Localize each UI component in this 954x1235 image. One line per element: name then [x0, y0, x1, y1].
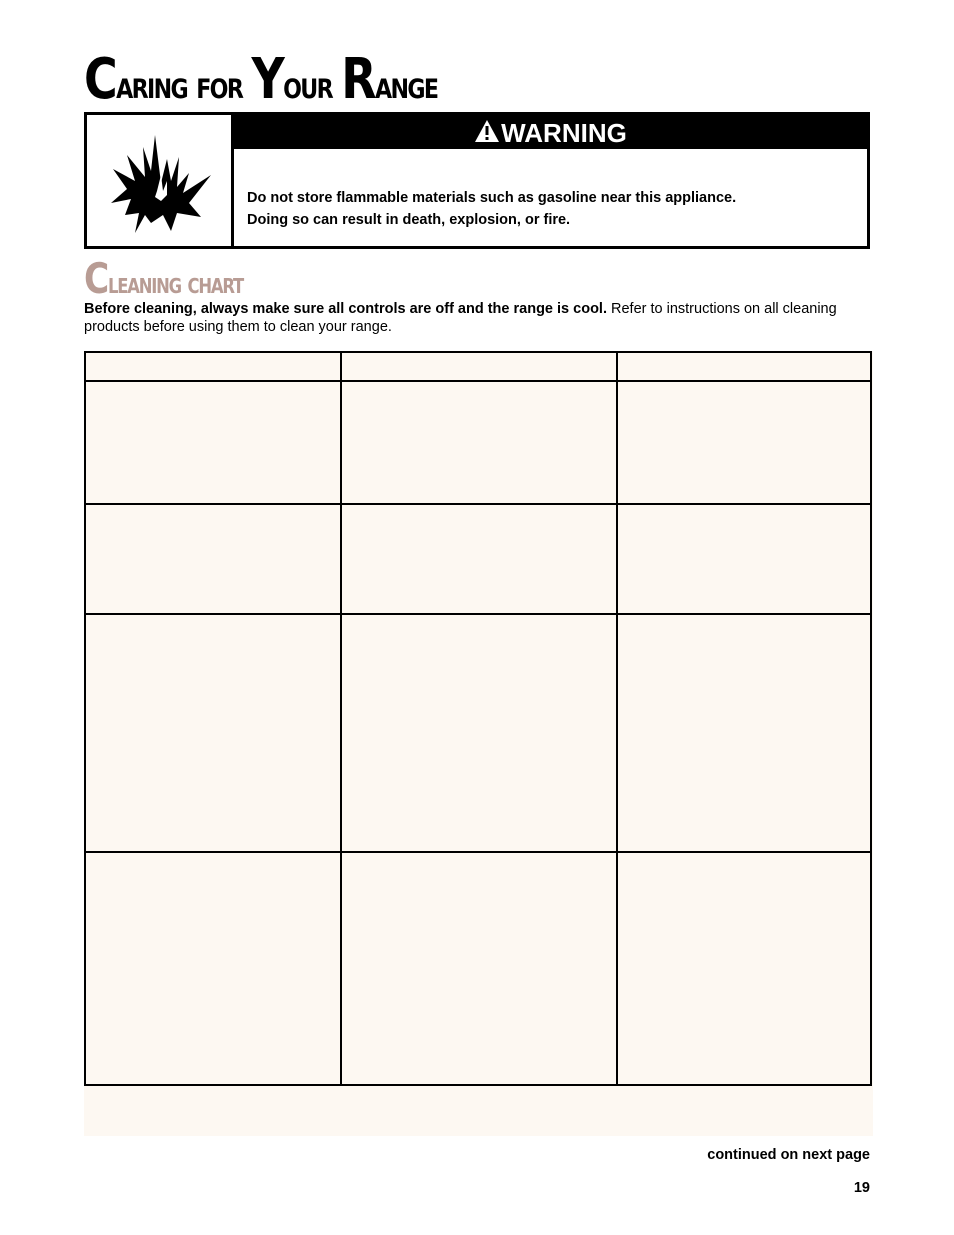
page-title: Caring for Your Range: [84, 47, 438, 112]
table-cell: [617, 852, 871, 1085]
table-cell: [85, 614, 341, 852]
table-row: [85, 614, 871, 852]
table-cell: [85, 852, 341, 1085]
explosion-icon: [105, 131, 215, 239]
table-header-row: [85, 352, 871, 381]
page-number: 19: [853, 1180, 870, 1196]
table-cell: [617, 504, 871, 614]
table-row: [85, 852, 871, 1085]
table-row: [85, 381, 871, 504]
table-cell: [85, 504, 341, 614]
continued-note: continued on next page: [707, 1147, 870, 1163]
intro-normal: Refer to instructions on all cleaning products before using them to clean your range.: [84, 301, 837, 335]
table-row: [85, 504, 871, 614]
warning-text: [247, 187, 736, 231]
intro-bold: Before cleaning, always make sure all controls are off and the range is cool.: [84, 301, 607, 317]
cleaning-chart-table: [84, 351, 872, 1086]
warning-line-1: Do not store flammable materials such as gasoline near this appliance.: [247, 190, 737, 206]
table-cell: [341, 504, 617, 614]
table-header-cell: [617, 352, 871, 381]
intro-paragraph: [84, 300, 870, 336]
warning-label: WARNING: [501, 118, 627, 148]
section-title: Cleaning chart: [84, 254, 243, 303]
warning-line-2: Doing so can result in death, explosion, or fire.: [247, 212, 571, 228]
warning-triangle-icon: [474, 119, 500, 143]
warning-icon-cell: [87, 115, 234, 246]
table-cell: [341, 852, 617, 1085]
warning-header: [234, 115, 867, 149]
warning-box: [84, 112, 870, 249]
table-header-cell: [341, 352, 617, 381]
table-cell: [617, 381, 871, 504]
table-cell: [341, 381, 617, 504]
table-cell: [617, 614, 871, 852]
table-cell: [341, 614, 617, 852]
table-cell: [85, 381, 341, 504]
table-header-cell: [85, 352, 341, 381]
